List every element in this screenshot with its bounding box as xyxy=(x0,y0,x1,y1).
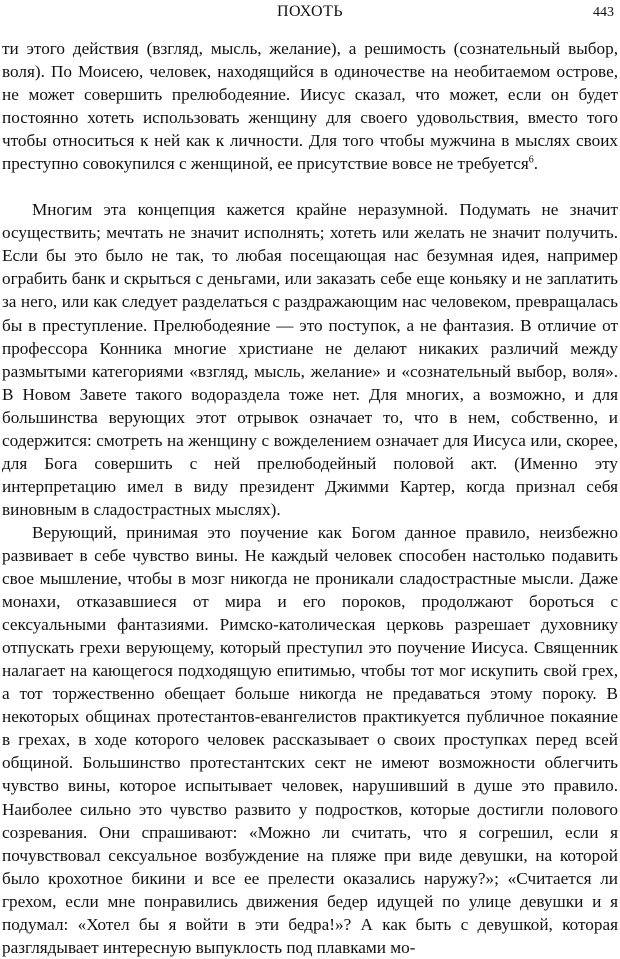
body-text xyxy=(2,37,618,959)
footnote-marker: 6 xyxy=(528,154,534,166)
running-head xyxy=(0,2,620,24)
running-title: ПОХОТЬ xyxy=(276,3,344,20)
paragraph-text: Многим эта концепция кажется крайне неразумной. Подумать не значит осуществить; мечтать не значит исполнять; хотеть или желать не значит получить. Если бы это было не так, то любая посещающая нас безумная идея, например ограбить банк и скрыться с деньгами, или заказать себе еще коньяку и не заплатить за него, или как следует разделаться с раздражающим нас человеком, превращалась бы в преступление. Прелюбодеяние — это поступок, а не фантазия. В отличие от профессора Конника многие христиане не делают никаких различий между размытыми категориями «взгляд, мысль, желание» и «сознательный выбор, воля». В Новом Завете такого водораздела тоже нет. Для многих, а возможно, и для большинства верующих этот отрывок означает то, что в нем, собственно, и содержится: смотреть на женщину с вожделением означает для Иисуса или, скорее, для Бога совершить с ней прелюбодейный половой акт. (Именно эту интерпретацию имел в виду президент Джимми Картер, когда признал себя виновным в сладострастных мыслях). xyxy=(2,200,618,519)
paragraph-text: Верующий, принимая это поучение как Богом данное правило, неизбежно развивает в себе чувство вины. Не каждый человек способен настолько подавить свое мышление, чтобы в мозг никогда не проникали сладострастные мысли. Даже монахи, отказавшиеся от мира и его пороков, продолжают бороться с сексуальными фантазиями. Римско-католическая церковь разрешает духовнику отпускать грехи верующему, который преступил это поучение Иисуса. Священник налагает на кающегося подходящую епитимью, чтобы тот мог искупить свой грех, а тот торжественно обещает больше никогда не предаваться этому пороку. В некоторых общинах протестантов-евангелистов практикуется публичное покаяние в грехах, в ходе которого человек рассказывает о своих проступках перед всей общиной. Большинство протестантских сект не имеют возможности облегчить чувство вины, которое испытывает человек, нарушивший в душе это правило. Наиболее сильно это чувство развито у подростков, которые достигли полового созревания. Они спрашивают: «Можно ли считать, что я согрешил, если я почувствовал сексуальное возбуждение на пляже при виде девушки, на которой было крохотное бикини и все ее прелести оказались наружу?»; «Считается ли грехом, если мне понравились движения бедер идущей по улице девушки и я подумал: «Хотел бы я войти в эти бедра!»? А как быть с девушкой, которая разглядывает интересную выпуклость под плавками мо- xyxy=(2,522,618,957)
page-number: 443 xyxy=(593,5,614,20)
paragraph-continuation: ти этого действия (взгляд, мысль, желание), а решимость (сознательный выбор, воля). По Моисею, человек, находящийся в одиночестве на необитаемом острове, не может совершить прелюбодеяние. Иисус сказал, что может, если он будет постоянно хотеть использовать женщину для своего удовольствия, вместо того чтобы относиться к ней как к личности. Для того чтобы мужчина в мыслях своих преступно совокупился с женщиной, ее присутствие вовсе не требуется$^6$. xyxy=(2,39,618,174)
paragraph-text: ти этого действия (взгляд, мысль, желание), а решимость (сознательный выбор, воля). По Моисею, человек, находящийся в одиночестве на необитаемом острове, не может совершить прелюбодеяние. Иисус сказал, что может, если он будет постоянно хотеть использовать женщину для своего удовольствия, вместо того чтобы относиться к ней как к личности. Для того чтобы мужчина в мыслях своих преступно совокупился с женщиной, ее присутствие вовсе не требуется xyxy=(2,39,618,174)
paragraph xyxy=(2,198,618,521)
paragraph xyxy=(2,521,618,959)
